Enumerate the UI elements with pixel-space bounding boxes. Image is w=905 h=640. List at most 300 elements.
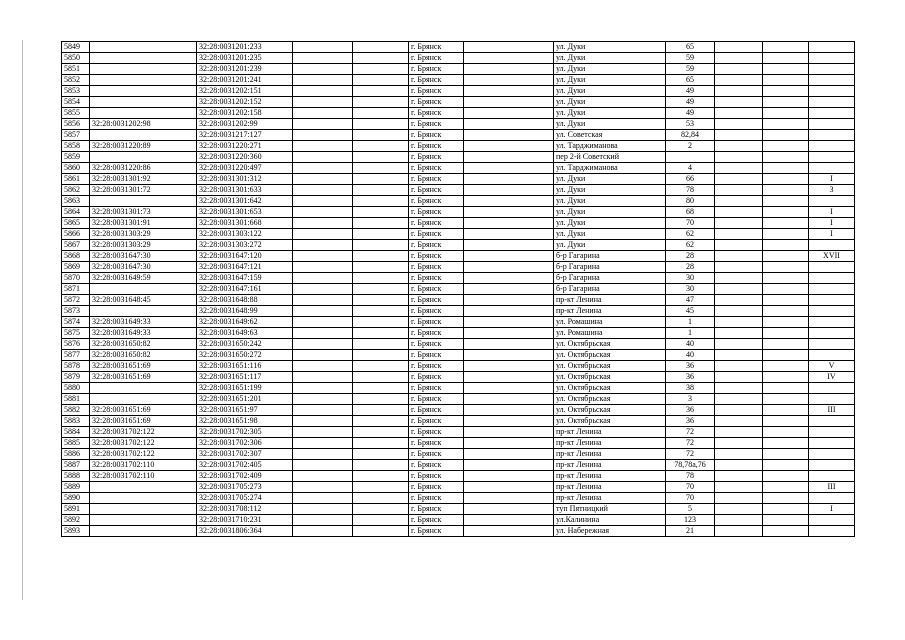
city-cell: г. Брянск [409, 493, 464, 504]
row-number-cell: 5885 [62, 438, 90, 449]
table-row [62, 482, 855, 493]
street-cell: б-р Гагарина [554, 284, 666, 295]
col-10-cell [715, 273, 763, 284]
house-number-cell: 65 [666, 42, 715, 53]
col-7-cell [464, 482, 554, 493]
cadastral-parcel-cell: 32:28:0031651:69 [90, 405, 197, 416]
house-number-cell: 78 [666, 471, 715, 482]
col-7-cell [464, 460, 554, 471]
col-7-cell [464, 471, 554, 482]
street-cell: ул. Дуки [554, 174, 666, 185]
table-row [62, 174, 855, 185]
house-number-cell: 28 [666, 251, 715, 262]
row-number-cell: 5850 [62, 53, 90, 64]
col-10-cell [715, 141, 763, 152]
col-11-cell [763, 119, 809, 130]
cadastral-number-cell: 32:28:0031647:161 [197, 284, 293, 295]
col-10-cell [715, 207, 763, 218]
city-cell: г. Брянск [409, 273, 464, 284]
col-5-cell [353, 460, 409, 471]
col-4-cell [293, 504, 353, 515]
table-row [62, 471, 855, 482]
cadastral-parcel-cell: 32:28:0031648:45 [90, 295, 197, 306]
row-number-cell: 5877 [62, 350, 90, 361]
cadastral-number-cell: 32:28:0031702:305 [197, 427, 293, 438]
col-5-cell [353, 42, 409, 53]
col-11-cell [763, 53, 809, 64]
cadastral-parcel-cell: 32:28:0031702:122 [90, 438, 197, 449]
col-5-cell [353, 53, 409, 64]
cadastral-parcel-cell: 32:28:0031301:73 [90, 207, 197, 218]
cadastral-parcel-cell: 32:28:0031301:92 [90, 174, 197, 185]
col-7-cell [464, 306, 554, 317]
col-11-cell [763, 383, 809, 394]
city-cell: г. Брянск [409, 449, 464, 460]
col-11-cell [763, 130, 809, 141]
col-4-cell [293, 471, 353, 482]
row-number-cell: 5861 [62, 174, 90, 185]
city-cell: г. Брянск [409, 471, 464, 482]
row-number-cell: 5853 [62, 86, 90, 97]
house-number-cell: 123 [666, 515, 715, 526]
city-cell: г. Брянск [409, 262, 464, 273]
street-cell: ул. Дуки [554, 185, 666, 196]
row-number-cell: 5849 [62, 42, 90, 53]
col-11-cell [763, 174, 809, 185]
row-number-cell: 5873 [62, 306, 90, 317]
col-4-cell [293, 108, 353, 119]
col-10-cell [715, 229, 763, 240]
house-number-cell: 49 [666, 108, 715, 119]
cadastral-number-cell: 32:28:0031650:272 [197, 350, 293, 361]
col-7-cell [464, 372, 554, 383]
col-7-cell [464, 262, 554, 273]
city-cell: г. Брянск [409, 185, 464, 196]
cadastral-parcel-cell: 32:28:0031301:91 [90, 218, 197, 229]
col-11-cell [763, 438, 809, 449]
col-5-cell [353, 394, 409, 405]
col-11-cell [763, 273, 809, 284]
cadastral-parcel-cell [90, 86, 197, 97]
cadastral-parcel-cell: 32:28:0031702:122 [90, 449, 197, 460]
house-number-cell: 66 [666, 174, 715, 185]
street-cell: пр-кт Ленина [554, 482, 666, 493]
row-number-cell: 5881 [62, 394, 90, 405]
street-cell: ул. Дуки [554, 196, 666, 207]
col-4-cell [293, 526, 353, 537]
street-cell: ул. Дуки [554, 108, 666, 119]
col-4-cell [293, 53, 353, 64]
col-11-cell [763, 251, 809, 262]
cadastral-parcel-cell: 32:28:0031651:69 [90, 416, 197, 427]
col-4-cell [293, 141, 353, 152]
section-cell [809, 273, 855, 284]
col-5-cell [353, 438, 409, 449]
col-7-cell [464, 119, 554, 130]
col-5-cell [353, 273, 409, 284]
section-cell [809, 141, 855, 152]
city-cell: г. Брянск [409, 372, 464, 383]
col-7-cell [464, 328, 554, 339]
col-7-cell [464, 174, 554, 185]
table-row [62, 141, 855, 152]
col-7-cell [464, 438, 554, 449]
col-4-cell [293, 229, 353, 240]
col-7-cell [464, 42, 554, 53]
section-cell [809, 449, 855, 460]
city-cell: г. Брянск [409, 350, 464, 361]
table-row [62, 97, 855, 108]
section-cell: I [809, 218, 855, 229]
col-7-cell [464, 251, 554, 262]
city-cell: г. Брянск [409, 284, 464, 295]
table-row [62, 317, 855, 328]
row-number-cell: 5886 [62, 449, 90, 460]
street-cell: ул.Калинина [554, 515, 666, 526]
col-7-cell [464, 295, 554, 306]
section-cell [809, 438, 855, 449]
col-4-cell [293, 152, 353, 163]
cadastral-parcel-cell: 32:28:0031702:122 [90, 427, 197, 438]
cadastral-parcel-cell [90, 493, 197, 504]
city-cell: г. Брянск [409, 141, 464, 152]
cadastral-parcel-cell: 32:28:0031220:89 [90, 141, 197, 152]
row-number-cell: 5879 [62, 372, 90, 383]
col-10-cell [715, 339, 763, 350]
col-10-cell [715, 130, 763, 141]
col-10-cell [715, 515, 763, 526]
section-cell: I [809, 229, 855, 240]
col-7-cell [464, 86, 554, 97]
section-cell [809, 152, 855, 163]
col-4-cell [293, 251, 353, 262]
col-11-cell [763, 108, 809, 119]
cadastral-parcel-cell [90, 130, 197, 141]
table-row [62, 504, 855, 515]
col-7-cell [464, 449, 554, 460]
col-11-cell [763, 42, 809, 53]
section-cell [809, 53, 855, 64]
col-7-cell [464, 196, 554, 207]
col-4-cell [293, 416, 353, 427]
col-4-cell [293, 295, 353, 306]
col-11-cell [763, 427, 809, 438]
col-5-cell [353, 504, 409, 515]
col-11-cell [763, 229, 809, 240]
col-4-cell [293, 240, 353, 251]
col-11-cell [763, 416, 809, 427]
street-cell: б-р Гагарина [554, 251, 666, 262]
col-7-cell [464, 207, 554, 218]
col-11-cell [763, 306, 809, 317]
street-cell: ул. Тарджиманова [554, 163, 666, 174]
table-row [62, 427, 855, 438]
col-5-cell [353, 372, 409, 383]
col-11-cell [763, 207, 809, 218]
col-4-cell [293, 119, 353, 130]
street-cell: ул. Дуки [554, 119, 666, 130]
table-row [62, 53, 855, 64]
city-cell: г. Брянск [409, 482, 464, 493]
row-number-cell: 5865 [62, 218, 90, 229]
col-11-cell [763, 471, 809, 482]
street-cell: пр-кт Ленина [554, 427, 666, 438]
cadastral-number-cell: 32:28:0031202:152 [197, 97, 293, 108]
cadastral-number-cell: 32:28:0031806:364 [197, 526, 293, 537]
register-table-body [62, 42, 855, 537]
section-cell [809, 295, 855, 306]
cadastral-parcel-cell [90, 75, 197, 86]
section-cell [809, 493, 855, 504]
col-4-cell [293, 317, 353, 328]
col-5-cell [353, 75, 409, 86]
row-number-cell: 5871 [62, 284, 90, 295]
street-cell: б-р Гагарина [554, 273, 666, 284]
section-cell [809, 339, 855, 350]
col-4-cell [293, 405, 353, 416]
table-row [62, 295, 855, 306]
col-5-cell [353, 449, 409, 460]
col-10-cell [715, 152, 763, 163]
cadastral-parcel-cell: 32:28:0031702:110 [90, 460, 197, 471]
house-number-cell: 78,78а,76 [666, 460, 715, 471]
col-7-cell [464, 526, 554, 537]
cadastral-parcel-cell [90, 53, 197, 64]
street-cell: ул. Октябрьская [554, 339, 666, 350]
street-cell: ул. Дуки [554, 75, 666, 86]
col-11-cell [763, 284, 809, 295]
col-10-cell [715, 163, 763, 174]
section-cell: 3 [809, 185, 855, 196]
city-cell: г. Брянск [409, 295, 464, 306]
cadastral-parcel-cell [90, 152, 197, 163]
street-cell: ул. Октябрьская [554, 383, 666, 394]
col-5-cell [353, 427, 409, 438]
col-5-cell [353, 284, 409, 295]
col-4-cell [293, 515, 353, 526]
street-cell: ул. Октябрьская [554, 394, 666, 405]
col-5-cell [353, 383, 409, 394]
row-number-cell: 5888 [62, 471, 90, 482]
col-5-cell [353, 251, 409, 262]
cadastral-parcel-cell: 32:28:0031649:59 [90, 273, 197, 284]
house-number-cell: 5 [666, 504, 715, 515]
cadastral-number-cell: 32:28:0031202:158 [197, 108, 293, 119]
house-number-cell: 59 [666, 53, 715, 64]
house-number-cell: 28 [666, 262, 715, 273]
table-row [62, 196, 855, 207]
col-4-cell [293, 438, 353, 449]
section-cell: I [809, 174, 855, 185]
cadastral-number-cell: 32:28:0031301:653 [197, 207, 293, 218]
house-number-cell: 49 [666, 86, 715, 97]
house-number-cell: 4 [666, 163, 715, 174]
col-11-cell [763, 504, 809, 515]
col-5-cell [353, 328, 409, 339]
house-number-cell: 53 [666, 119, 715, 130]
city-cell: г. Брянск [409, 218, 464, 229]
cadastral-number-cell: 32:28:0031647:159 [197, 273, 293, 284]
cadastral-parcel-cell [90, 42, 197, 53]
col-7-cell [464, 394, 554, 405]
cadastral-parcel-cell: 32:28:0031220:86 [90, 163, 197, 174]
table-row [62, 262, 855, 273]
table-row [62, 86, 855, 97]
col-10-cell [715, 372, 763, 383]
section-cell [809, 394, 855, 405]
house-number-cell: 62 [666, 240, 715, 251]
col-7-cell [464, 383, 554, 394]
col-10-cell [715, 482, 763, 493]
col-5-cell [353, 526, 409, 537]
col-5-cell [353, 119, 409, 130]
col-11-cell [763, 350, 809, 361]
col-4-cell [293, 394, 353, 405]
cadastral-parcel-cell: 32:28:0031647:30 [90, 262, 197, 273]
col-11-cell [763, 240, 809, 251]
city-cell: г. Брянск [409, 526, 464, 537]
street-cell: ул. Дуки [554, 207, 666, 218]
street-cell: ул. Октябрьская [554, 416, 666, 427]
cadastral-number-cell: 32:28:0031201:239 [197, 64, 293, 75]
page-edge-line [22, 40, 23, 600]
street-cell: б-р Гагарина [554, 262, 666, 273]
city-cell: г. Брянск [409, 196, 464, 207]
section-cell: I [809, 504, 855, 515]
cadastral-number-cell: 32:28:0031650:242 [197, 339, 293, 350]
cadastral-number-cell: 32:28:0031301:642 [197, 196, 293, 207]
col-11-cell [763, 218, 809, 229]
col-7-cell [464, 493, 554, 504]
cadastral-parcel-cell [90, 394, 197, 405]
cadastral-number-cell: 32:28:0031651:199 [197, 383, 293, 394]
cadastral-number-cell: 32:28:0031301:668 [197, 218, 293, 229]
street-cell: ул. Советская [554, 130, 666, 141]
cadastral-number-cell: 32:28:0031649:62 [197, 317, 293, 328]
col-7-cell [464, 416, 554, 427]
row-number-cell: 5876 [62, 339, 90, 350]
col-4-cell [293, 273, 353, 284]
col-10-cell [715, 251, 763, 262]
col-5-cell [353, 86, 409, 97]
section-cell [809, 350, 855, 361]
col-4-cell [293, 130, 353, 141]
col-7-cell [464, 339, 554, 350]
city-cell: г. Брянск [409, 427, 464, 438]
col-5-cell [353, 350, 409, 361]
table-row [62, 108, 855, 119]
section-cell [809, 284, 855, 295]
col-10-cell [715, 504, 763, 515]
col-4-cell [293, 262, 353, 273]
city-cell: г. Брянск [409, 207, 464, 218]
col-10-cell [715, 97, 763, 108]
col-5-cell [353, 207, 409, 218]
street-cell: ул. Ромашина [554, 317, 666, 328]
table-row [62, 394, 855, 405]
table-row [62, 229, 855, 240]
house-number-cell: 72 [666, 427, 715, 438]
section-cell [809, 515, 855, 526]
col-5-cell [353, 405, 409, 416]
table-row [62, 383, 855, 394]
cadastral-parcel-cell [90, 515, 197, 526]
col-4-cell [293, 350, 353, 361]
section-cell [809, 317, 855, 328]
col-4-cell [293, 218, 353, 229]
col-5-cell [353, 64, 409, 75]
house-number-cell: 30 [666, 273, 715, 284]
cadastral-parcel-cell: 32:28:0031649:33 [90, 328, 197, 339]
table-row [62, 130, 855, 141]
table-row [62, 218, 855, 229]
city-cell: г. Брянск [409, 317, 464, 328]
house-number-cell: 68 [666, 207, 715, 218]
cadastral-number-cell: 32:28:0031647:120 [197, 251, 293, 262]
house-number-cell: 62 [666, 229, 715, 240]
cadastral-number-cell: 32:28:0031710:231 [197, 515, 293, 526]
street-cell: пр-кт Ленина [554, 460, 666, 471]
cadastral-number-cell: 32:28:0031201:233 [197, 42, 293, 53]
table-row [62, 526, 855, 537]
cadastral-number-cell: 32:28:0031651:97 [197, 405, 293, 416]
city-cell: г. Брянск [409, 328, 464, 339]
col-5-cell [353, 306, 409, 317]
col-7-cell [464, 75, 554, 86]
col-11-cell [763, 493, 809, 504]
table-row [62, 42, 855, 53]
table-row [62, 350, 855, 361]
section-cell [809, 108, 855, 119]
row-number-cell: 5869 [62, 262, 90, 273]
col-7-cell [464, 97, 554, 108]
street-cell: пр-кт Ленина [554, 449, 666, 460]
col-11-cell [763, 317, 809, 328]
section-cell [809, 383, 855, 394]
city-cell: г. Брянск [409, 229, 464, 240]
col-7-cell [464, 218, 554, 229]
cadastral-number-cell: 32:28:0031651:201 [197, 394, 293, 405]
cadastral-number-cell: 32:28:0031702:409 [197, 471, 293, 482]
table-row [62, 361, 855, 372]
col-4-cell [293, 339, 353, 350]
cadastral-parcel-cell: 32:28:0031702:110 [90, 471, 197, 482]
col-5-cell [353, 317, 409, 328]
section-cell [809, 75, 855, 86]
house-number-cell: 40 [666, 339, 715, 350]
col-10-cell [715, 317, 763, 328]
cadastral-number-cell: 32:28:0031651:98 [197, 416, 293, 427]
city-cell: г. Брянск [409, 240, 464, 251]
col-11-cell [763, 152, 809, 163]
col-10-cell [715, 328, 763, 339]
street-cell: пр-кт Ленина [554, 471, 666, 482]
col-11-cell [763, 64, 809, 75]
col-11-cell [763, 460, 809, 471]
city-cell: г. Брянск [409, 174, 464, 185]
row-number-cell: 5890 [62, 493, 90, 504]
row-number-cell: 5872 [62, 295, 90, 306]
cadastral-number-cell: 32:28:0031202:99 [197, 119, 293, 130]
col-11-cell [763, 262, 809, 273]
row-number-cell: 5856 [62, 119, 90, 130]
house-number-cell [666, 152, 715, 163]
col-11-cell [763, 515, 809, 526]
col-10-cell [715, 119, 763, 130]
col-5-cell [353, 97, 409, 108]
house-number-cell: 3 [666, 394, 715, 405]
section-cell: V [809, 361, 855, 372]
